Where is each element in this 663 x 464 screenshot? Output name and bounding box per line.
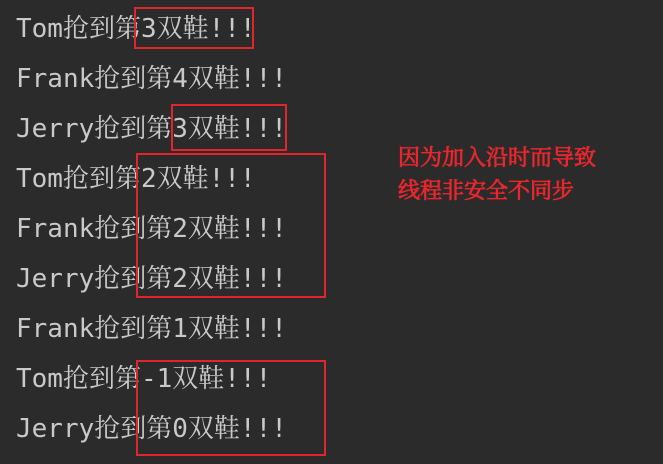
highlight-box-lines4-6 [136, 153, 326, 298]
console-line: Jerry抢到第0双鞋!!! [16, 414, 287, 444]
console-line: Tom抢到第3双鞋!!! [16, 14, 256, 44]
console-line: Frank抢到第4双鞋!!! [16, 64, 287, 94]
highlight-box-line3 [171, 104, 287, 151]
red-annotation [398, 142, 648, 208]
console-line: Frank抢到第2双鞋!!! [16, 214, 287, 244]
console-line: Frank抢到第1双鞋!!! [16, 314, 287, 344]
highlight-box-line1 [134, 7, 254, 49]
console-line: Jerry抢到第2双鞋!!! [16, 264, 287, 294]
annotation-line-2: 线程非安全不同步 [398, 179, 575, 204]
annotation-line-1: 因为加入沿时而导致 [398, 146, 597, 171]
console-line: Tom抢到第2双鞋!!! [16, 164, 256, 194]
highlight-box-lines8-9 [136, 360, 326, 456]
console-line: Tom抢到第-1双鞋!!! [16, 364, 272, 394]
console-line: Jerry抢到第3双鞋!!! [16, 114, 287, 144]
